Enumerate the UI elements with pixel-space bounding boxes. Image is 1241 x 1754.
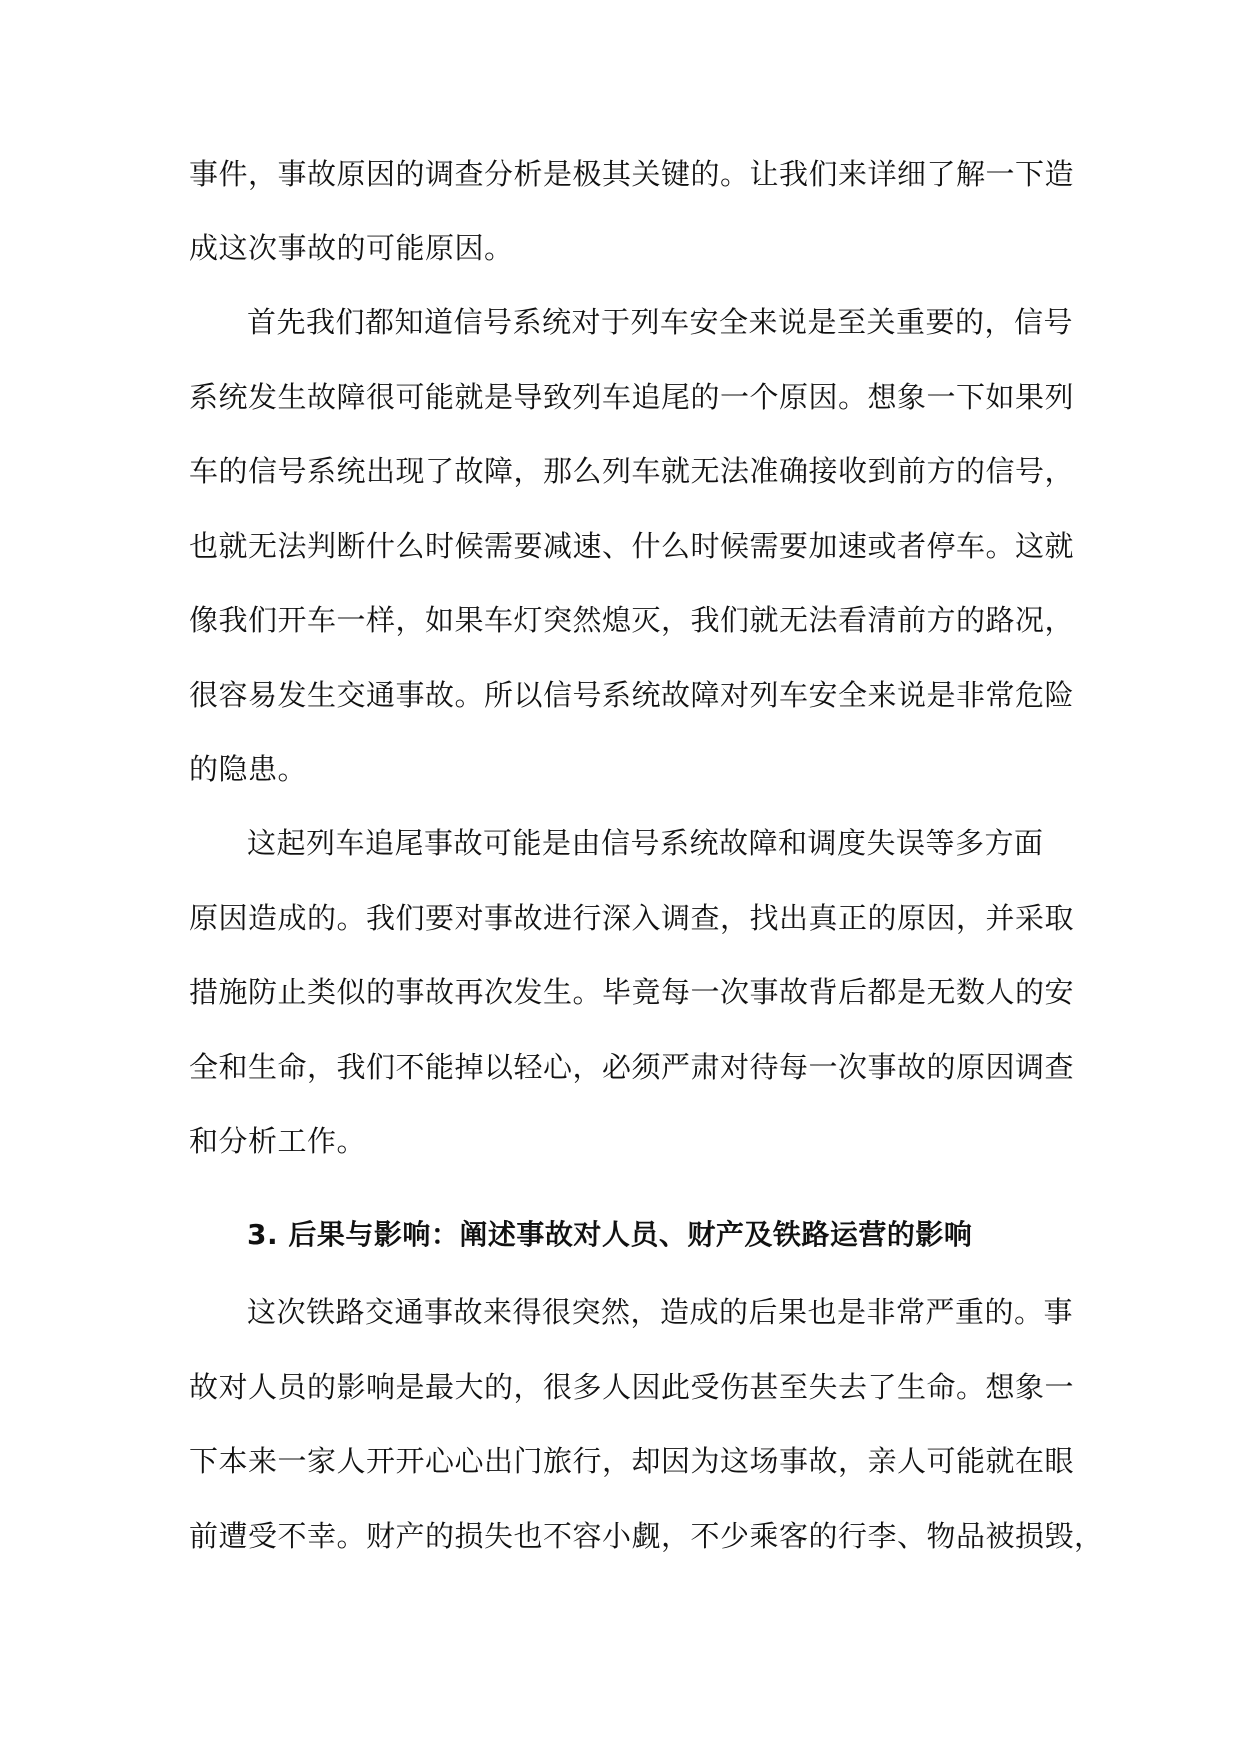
paragraph-2-line-7: 的隐患。 bbox=[189, 752, 308, 786]
paragraph-4-line-3: 下本来一家人开开心心出门旅行，却因为这场事故，亲人可能就在眼 bbox=[189, 1444, 1075, 1478]
section-heading: 3. 后果与影响：阐述事故对人员、财产及铁路运营的影响 bbox=[247, 1218, 973, 1251]
paragraph-2-line-6: 很容易发生交通事故。所以信号系统故障对列车安全来说是非常危险 bbox=[189, 678, 1075, 712]
paragraph-2-line-4: 也就无法判断什么时候需要减速、什么时候需要加速或者停车。这就 bbox=[189, 529, 1075, 563]
paragraph-1-line-1: 事件，事故原因的调查分析是极其关键的。让我们来详细了解一下造 bbox=[189, 157, 1075, 191]
paragraph-4-line-2: 故对人员的影响是最大的，很多人因此受伤甚至失去了生命。想象一 bbox=[189, 1370, 1075, 1404]
paragraph-1-line-2: 成这次事故的可能原因。 bbox=[189, 231, 514, 265]
paragraph-2-line-1: 首先我们都知道信号系统对于列车安全来说是至关重要的，信号 bbox=[247, 305, 1074, 339]
paragraph-3-line-3: 措施防止类似的事故再次发生。毕竟每一次事故背后都是无数人的安 bbox=[189, 975, 1075, 1009]
paragraph-2-line-3: 车的信号系统出现了故障，那么列车就无法准确接收到前方的信号， bbox=[189, 454, 1075, 488]
paragraph-3-line-5: 和分析工作。 bbox=[189, 1124, 367, 1158]
paragraph-2-line-2: 系统发生故障很可能就是导致列车追尾的一个原因。想象一下如果列 bbox=[189, 380, 1075, 414]
paragraph-3-line-4: 全和生命，我们不能掉以轻心，必须严肃对待每一次事故的原因调查 bbox=[189, 1050, 1075, 1084]
paragraph-2-line-5: 像我们开车一样，如果车灯突然熄灭，我们就无法看清前方的路况， bbox=[189, 603, 1075, 637]
paragraph-3-line-1: 这起列车追尾事故可能是由信号系统故障和调度失误等多方面 bbox=[247, 826, 1044, 860]
paragraph-3-line-2: 原因造成的。我们要对事故进行深入调查，找出真正的原因，并采取 bbox=[189, 901, 1075, 935]
paragraph-4-line-1: 这次铁路交通事故来得很突然，造成的后果也是非常严重的。事 bbox=[247, 1295, 1074, 1329]
paragraph-4-line-4: 前遭受不幸。财产的损失也不容小觑，不少乘客的行李、物品被损毁， bbox=[189, 1519, 1104, 1553]
